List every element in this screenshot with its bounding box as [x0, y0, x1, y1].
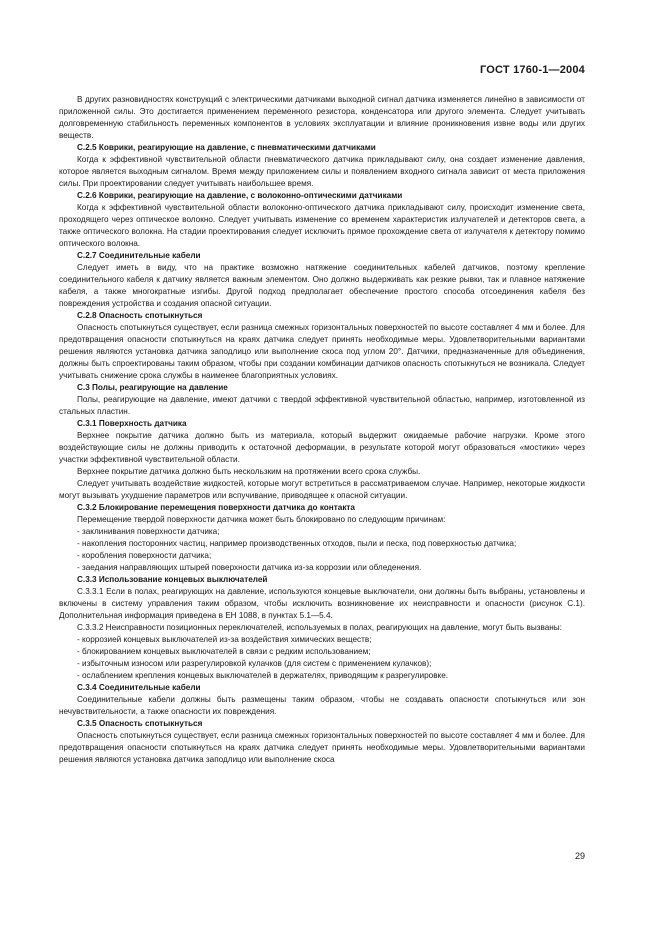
paragraph: В других разновидностях конструкций с электрическими датчиками выходной сигнал датчика изменяется линейно в зависимости от приложенной силы. Это достигается применением переменного резистора, конденсатора или другого элемента. Следует учитывать долговременную стабильность переменных компонентов в условиях эксплуатации и влияние проникновения извне воды или других веществ. [59, 95, 585, 140]
section-heading: С.3.3 Использование концевых выключателей [77, 575, 268, 584]
section-heading: С.2.8 Опасность спотыкнуться [77, 311, 203, 320]
section-heading: С.3.2 Блокирование перемещения поверхности датчика до контакта [77, 503, 355, 512]
section-heading: С.2.5 Коврики, реагирующие на давление, с пневматическими датчиками [77, 143, 376, 152]
paragraph: С.3.3.2 Неисправности позиционных переключателей, используемых в полах, реагирующих на давление, могут быть вызваны: [77, 623, 562, 632]
section-heading: С.3.1 Поверхность датчика [77, 419, 187, 428]
list-item: - коробления поверхности датчика; [77, 551, 212, 560]
paragraph: Следует иметь в виду, что на практике возможно натяжение соединительных кабелей датчиков, поэтому крепление соединительного кабеля к датчику является важным элементом. Оно должно выдерживать как резкие рывки, так и плавное натяжение кабеля, а также многократные изгибы. Другой подход предполагает обеспечение простого способа отсоединения кабеля без повреждения устройства и создания опасной ситуации. [59, 263, 585, 308]
document-body [59, 94, 585, 766]
paragraph: Верхнее покрытие датчика должно быть нескользким на протяжении всего срока службы. [77, 467, 421, 476]
paragraph: Верхнее покрытие датчика должно быть из материала, который выдержит ожидаемые рабочие нагрузки. Кроме этого воздействующие силы не должны приводить к остаточной деформации, в результате которой могут образоваться «мостики» через участки эффективной чувствительной области. [59, 431, 585, 464]
list-item: - ослаблением крепления концевых выключателей в держателях, приводящим к разрегулировке. [77, 671, 449, 680]
paragraph: Опасность спотыкнуться существует, если разница смежных горизонтальных поверхностей по высоте составляет 4 мм и более. Для предотвращения опасности спотыкнуться на краях датчика следует принять необходимые меры. Удовлетворительными вариантами решения являются установка датчика заподлицо или выполнение скоса под углом 20°. Датчики, предназначенные для объединения, должны быть спроектированы таким образом, чтобы при создании комбинации датчиков опасность спотыкнуться не возникала. Следует учитывать снижение срока службы в наименее благоприятных условиях. [59, 323, 585, 380]
section-heading: С.2.6 Коврики, реагирующие на давление, с волоконно-оптическими датчиками [77, 191, 403, 200]
list-item: - блокированием концевых выключателей в связи с редким использованием; [77, 647, 371, 656]
page-number: 29 [574, 851, 585, 861]
document-header: ГОСТ 1760-1—2004 [479, 64, 585, 76]
paragraph: Перемещение твердой поверхности датчика может быть блокировано по следующим причинам: [77, 515, 446, 524]
paragraph: С.3.3.1 Если в полах, реагирующих на давление, используются концевые выключатели, они должны быть выбраны, установлены и включены в систему управления таким образом, чтобы исключить возникновение их неисправности и опасности (рисунок С.1). Дополнительная информация приведена в ЕН 1088, в пунктах 5.1—5.4. [59, 587, 585, 620]
list-item: - коррозией концевых выключателей из-за воздействия химических веществ; [77, 635, 372, 644]
section-heading: С.3 Полы, реагирующие на давление [77, 383, 228, 392]
paragraph: Следует учитывать воздействие жидкостей, которые могут встретиться в рассматриваемом случае. Например, некоторые жидкости могут вызывать ухудшение параметров или вспучивание, приводящее к опасной ситуации. [59, 479, 585, 500]
paragraph: Соединительные кабели должны быть размещены таким образом, чтобы не создавать опасности спотыкнуться или зон нечувствительности, а также опасности их повреждения. [59, 695, 585, 716]
paragraph: Когда к эффективной чувствительной области волоконно-оптического датчика прикладывают силу, происходит изменение света, проходящего через оптическое волокно. Следует учитывать изменение со временем характеристик излучателей и детекторов света, а также оптического волокна. На стадии проектирования следует исключить прямое прохождение света от излучателя к детектору помимо оптического волокна. [59, 203, 585, 248]
section-heading: С.3.5 Опасность спотыкнуться [77, 719, 203, 728]
paragraph: - накопления посторонних частиц, например производственных отходов, пыли и песка, под поверхностью датчика; [77, 539, 517, 548]
paragraph: Опасность спотыкнуться существует, если разница смежных горизонтальных поверхностей по высоте составляет 4 мм и более. Для предотвращения опасности спотыкнуться на краях датчика следует принять необходимые меры. Удовлетворительными вариантами решения являются установка датчика заподлицо или выполнение скоса [59, 731, 585, 764]
list-item: - избыточным износом или разрегулировкой кулачков (для систем с применением кулачков); [77, 659, 432, 668]
list-item: - заедания направляющих штырей поверхности датчика из-за коррозии или обледенения. [77, 563, 422, 572]
paragraph: Когда к эффективной чувствительной области пневматического датчика прикладывают силу, она создает изменение давления, которое является выходным сигналом. Время между приложением силы и появлением входного сигнала зависит от места приложения силы. При проектировании следует учитывать наибольшее время. [59, 155, 585, 188]
list-item: - заклинивания поверхности датчика; [77, 527, 220, 536]
paragraph: Полы, реагирующие на давление, имеют датчики с твердой эффективной чувствительной областью, например, изготовленной из стальных пластин. [59, 395, 585, 416]
section-heading: С.2.7 Соединительные кабели [77, 251, 201, 260]
section-heading: С.3.4 Соединительные кабели [77, 683, 201, 692]
